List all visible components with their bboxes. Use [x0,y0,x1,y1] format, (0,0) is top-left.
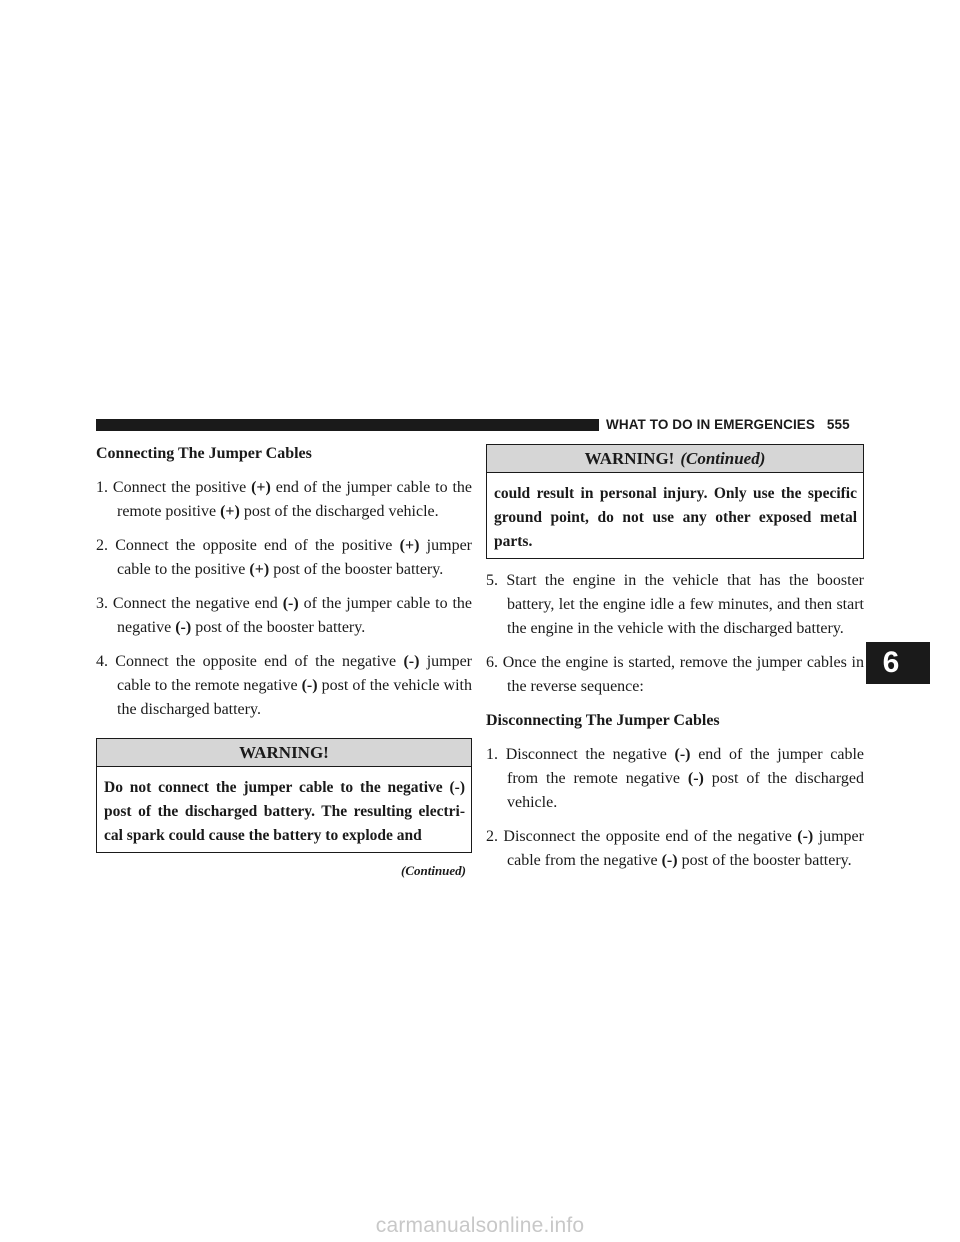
step-number: 2. [96,537,108,554]
warning-text-continued: could result in personal injury. Only use the specific ground point, do not use any other exposed metal parts. [494,485,857,550]
starting-steps [486,569,864,699]
list-item [486,651,864,699]
watermark-text: carmanualsonline.info [375,1214,585,1237]
polarity-symbol: (+) [249,561,270,578]
chapter-tab [866,642,930,684]
header-rule [96,419,599,431]
list-item [486,569,864,641]
polarity-symbol: (-) [175,619,192,636]
step-text: Disconnect the opposite end of the negative [503,828,798,845]
polarity-symbol: (-) [661,852,678,869]
connecting-steps [96,476,472,722]
step-text: end of the jumper cable from the remote negative [507,746,865,787]
step-text: post of the booster battery. [677,852,852,869]
list-item [96,650,472,722]
step-text: post of the vehicle with the discharged battery. [117,677,472,718]
step-text: Connect the opposite end of the negative [115,653,404,670]
polarity-symbol: (-) [403,653,420,670]
continued-note: (Continued) [400,863,466,878]
step-text: Connect the negative end [112,595,283,612]
step-text: end of the jumper cable to the remote positive [117,479,473,520]
step-text: Start the engine in the vehicle that has the booster battery, let the engine idle a few minutes, and then start the engine in the vehicle with the discharged battery. [506,572,864,637]
polarity-symbol: (-) [687,770,704,787]
polarity-symbol: (-) [797,828,814,845]
list-item [96,476,472,524]
step-text: Connect the positive [112,479,252,496]
page-number: 555 [826,417,850,432]
step-text: post of the discharged vehicle. [507,770,864,811]
step-number: 2. [486,828,498,845]
list-item [96,534,472,582]
step-text: jumper cable from the negative [507,828,864,869]
warning-heading: WARNING! [97,739,471,767]
step-number: 5. [486,572,498,589]
step-text: post of the booster battery. [269,561,444,578]
warning-heading-cont: (Continued) [680,449,766,468]
disconnecting-title: Disconnecting The Jumper Cables [486,712,720,729]
step-text: post of the booster battery. [191,619,366,636]
step-text: jumper cable to the remote negative [117,653,473,694]
step-number: 6. [486,654,498,671]
running-header [606,416,866,434]
step-text: post of the discharged vehicle. [239,503,439,520]
step-number: 3. [96,595,108,612]
chapter-number: 6 [882,646,900,679]
warning-heading-label: WARNING! [584,449,675,468]
polarity-symbol: (-) [674,746,691,763]
warning-heading-continued [487,445,863,473]
list-item [96,592,472,640]
step-text: Connect the opposite end of the positive [115,537,400,554]
step-number: 4. [96,653,108,670]
step-text: Once the engine is started, remove the jumper cables in the reverse sequence: [502,654,864,695]
polarity-symbol: (+) [399,537,420,554]
connecting-title: Connecting The Jumper Cables [96,445,312,462]
polarity-symbol: (+) [251,479,271,496]
polarity-symbol: (-) [282,595,299,612]
list-item [486,825,864,873]
step-number: 1. [486,746,498,763]
step-number: 1. [96,479,108,496]
polarity-symbol: (+) [220,503,240,520]
section-name: WHAT TO DO IN EMERGENCIES [606,417,816,432]
polarity-symbol: (-) [301,677,318,694]
disconnecting-steps [486,743,864,873]
right-column [486,444,864,883]
step-text: jumper cable to the positive [117,537,472,578]
warning-box-continued [486,444,864,559]
warning-text: Do not connect the jumper cable to the negative (-) post of the discharged battery. The resulting electri-cal spark could cause the battery to explode and [104,779,465,844]
step-text: of the jumper cable to the negative [117,595,473,636]
warning-box [96,738,472,853]
left-column [96,442,472,883]
step-text: Disconnect the negative [505,746,675,763]
list-item [486,743,864,815]
